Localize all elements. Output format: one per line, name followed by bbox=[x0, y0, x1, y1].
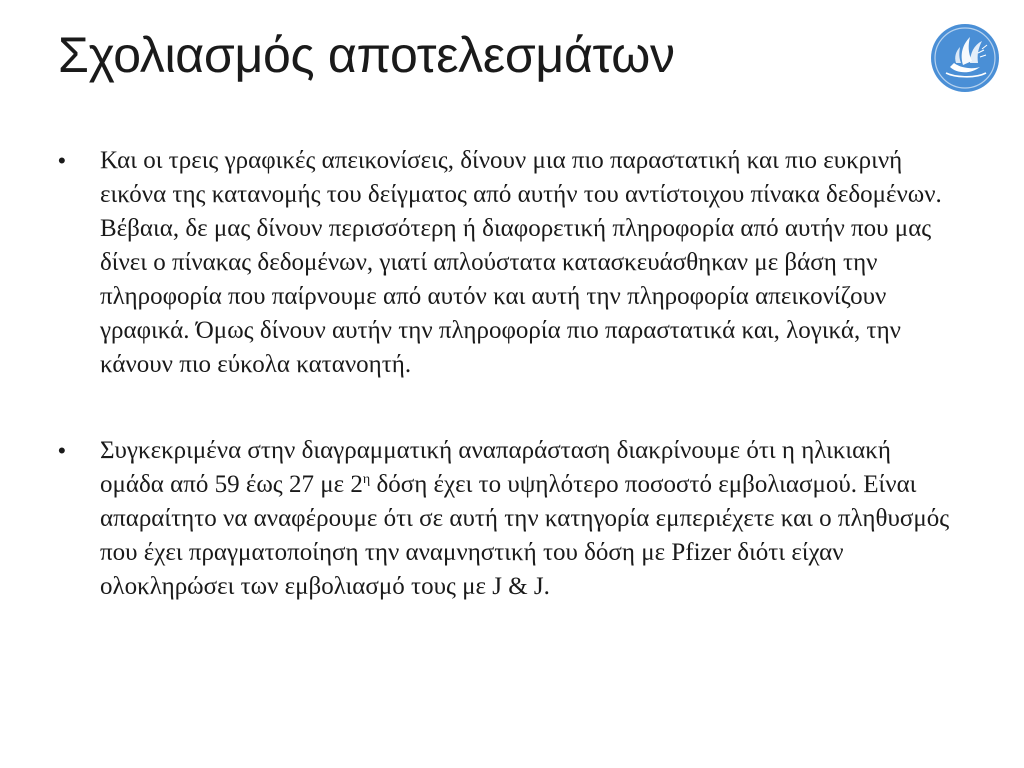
ordinal-superscript: η bbox=[362, 472, 371, 487]
bullet-dot-icon: • bbox=[58, 148, 66, 173]
bullet-text-end: δόση έχει το υψηλότερο ποσοστό εμβολιασμού. Είναι απαραίτητο να αναφέρουμε ότι σε αυτή την κατηγορία εμπεριέχετε και ο πληθυσμός που έχει πραγματοποίηση την αναμνηστική του δόση με Pfizer διότι είχαν ολοκληρώσει των εμβολιασμό τους με J & J. bbox=[100, 471, 950, 600]
bullet-dot-icon: • bbox=[58, 438, 66, 463]
bullet-item bbox=[58, 144, 958, 382]
bullet-list bbox=[58, 144, 958, 604]
bullet-item bbox=[58, 434, 958, 604]
university-swan-logo-icon bbox=[930, 23, 1000, 93]
slide-title: Σχολιασμός αποτελεσμάτων bbox=[58, 27, 675, 83]
bullet-text-start: Συγκεκριμένα στην διαγραμματική αναπαράσταση διακρίνουμε ότι η ηλικιακή ομάδα από 59 έως 27 με 2 bbox=[100, 437, 891, 498]
bullet-text: Και οι τρεις γραφικές απεικονίσεις, δίνουν μια πιο παραστατική και πιο ευκρινή εικόνα της κατανομής του δείγματος από αυτήν του αντίστοιχου πίνακα δεδομένων. Βέβαια, δε μας δίνουν περισσότερη ή διαφορετική πληροφορία από αυτήν που μας δίνει ο πίνακας δεδομένων, γιατί απλούστατα κατασκευάσθηκαν με βάση την πληροφορία που παίρνουμε από αυτόν και αυτή την πληροφορία απεικονίζουν γραφικά. Όμως δίνουν αυτήν την πληροφορία πιο παραστατικά και, λογικά, την κάνουν πιο εύκολα κατανοητή. bbox=[100, 147, 942, 378]
